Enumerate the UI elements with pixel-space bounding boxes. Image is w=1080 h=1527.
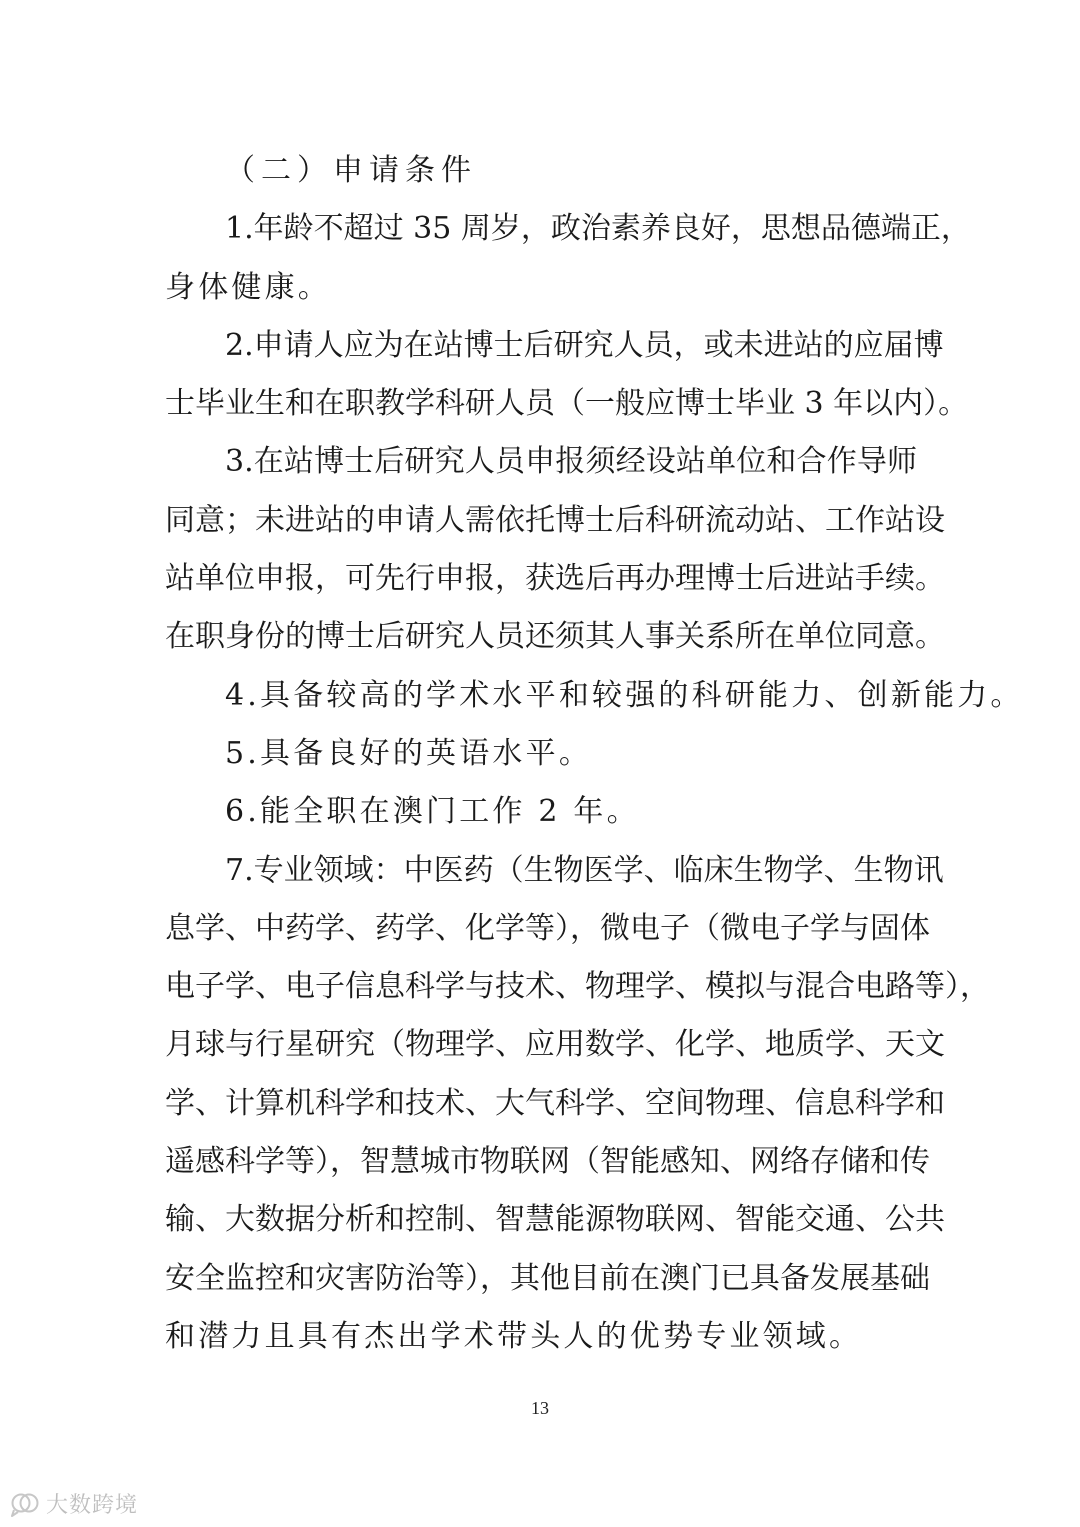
paragraph-lines — [165, 200, 1024, 1366]
text-line: 6.能全职在澳门工作 2 年。 — [225, 794, 640, 830]
text-line: 在职身份的博士后研究人员还须其人事关系所在单位同意。 — [165, 619, 945, 655]
text-line: 安全监控和灾害防治等），其他目前在澳门已具备发展基础 — [165, 1260, 930, 1296]
text-line: 输、大数据分析和控制、智慧能源物联网、智能交通、公共 — [165, 1202, 945, 1238]
text-line: 息学、中药学、药学、化学等），微电子（微电子学与固体 — [165, 910, 930, 946]
text-line: 7.专业领域：中医药（生物医学、临床生物学、生物讯 — [225, 852, 944, 888]
page-number: 13 — [531, 1398, 549, 1418]
document-body — [165, 142, 1024, 1366]
text-line: 学、计算机科学和技术、大气科学、空间物理、信息科学和 — [165, 1085, 945, 1121]
chat-bubble-logo-icon — [10, 1488, 40, 1518]
text-line: 月球与行星研究（物理学、应用数学、化学、地质学、天文 — [165, 1027, 945, 1063]
text-line: 4.具备较高的学术水平和较强的科研能力、创新能力。 — [225, 677, 1024, 713]
text-line: 电子学、电子信息科学与技术、物理学、模拟与混合电路等）， — [165, 969, 990, 1005]
text-line: 5.具备良好的英语水平。 — [225, 735, 593, 771]
watermark — [10, 1488, 138, 1518]
text-line: 3.在站博士后研究人员申报须经设站单位和合作导师 — [225, 444, 917, 480]
text-line: 站单位申报，可先行申报，获选后再办理博士后进站手续。 — [165, 561, 945, 597]
text-line: 士毕业生和在职教学科研人员（一般应博士毕业 3 年以内）。 — [165, 386, 969, 422]
watermark-text: 大数跨境 — [46, 1492, 139, 1518]
text-line: 2.申请人应为在站博士后研究人员，或未进站的应届博 — [225, 327, 944, 363]
text-line: 身体健康。 — [165, 269, 331, 305]
text-line: 遥感科学等），智慧城市物联网（智能感知、网络存储和传 — [165, 1144, 930, 1180]
text-line: 同意；未进站的申请人需依托博士后科研流动站、工作站设 — [165, 502, 945, 538]
text-line: 和潜力且具有杰出学术带头人的优势专业领域。 — [165, 1318, 863, 1354]
text-line: 1.年龄不超过 35 周岁，政治素养良好，思想品德端正， — [225, 211, 971, 247]
section-heading: （二）申请条件 — [225, 153, 477, 188]
